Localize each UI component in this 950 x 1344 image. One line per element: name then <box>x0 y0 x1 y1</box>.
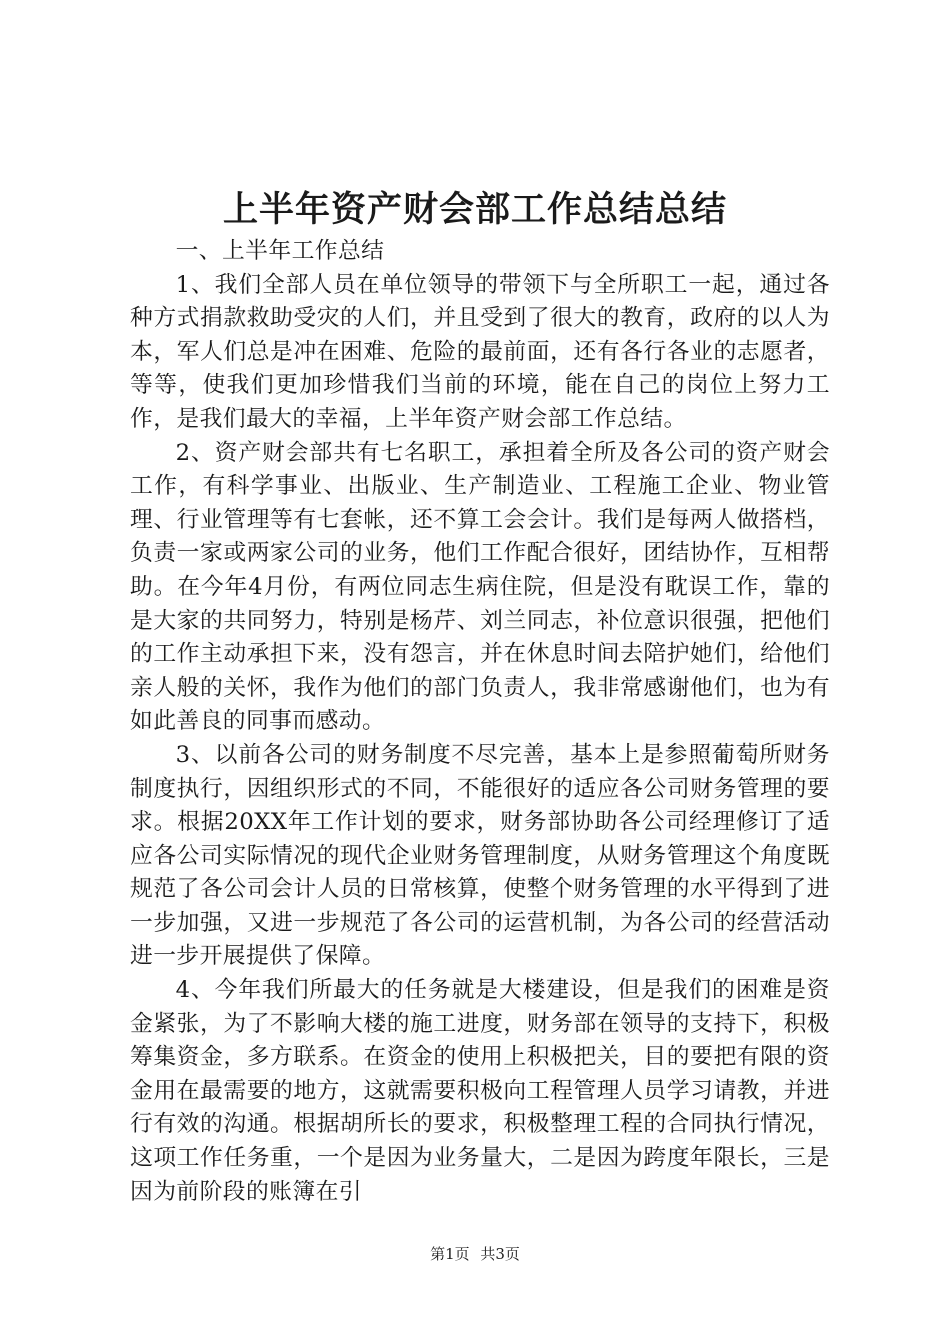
section-heading: 一、上半年工作总结 <box>175 238 385 264</box>
paragraph-3: 3、以前各公司的财务制度不尽完善，基本上是参照葡萄所财务制度执行，因组织形式的不同，不能很好的适应各公司财务管理的要求。根据20XX年工作计划的要求，财务部协助各公司经理修订了适应各公司实际情况的现代企业财务管理制度，从财务管理这个角度既规范了各公司会计人员的日常核算，使整个财务管理的水平得到了进一步加强，又进一步规范了各公司的运营机制，为各公司的经营活动进一步开展提供了保障。 <box>130 741 830 970</box>
paragraph-4: 4、今年我们所最大的任务就是大楼建设，但是我们的困难是资金紧张，为了不影响大楼的施工进度，财务部在领导的支持下，积极筹集资金，多方联系。在资金的使用上积极把关，目的要把有限的资金用在最需要的地方，这就需要积极向工程管理人员学习请教，并进行有效的沟通。根据胡所长的要求，积极整理工程的合同执行情况，这项工作任务重，一个是因为业务量大，二是因为跨度年限长，三是因为前阶段的账簿在引 <box>130 977 830 1205</box>
page-total: 共3页 <box>480 1245 520 1263</box>
paragraph-2: 2、资产财会部共有七名职工，承担着全所及各公司的资产财会工作，有科学事业、出版业、生产制造业、工程施工企业、物业管理、行业管理等有七套帐，还不算工会会计。我们是每两人做搭档，负责一家或两家公司的业务，他们工作配合很好，团结协作，互相帮助。在今年4月份，有两位同志生病住院，但是没有耽误工作，靠的是大家的共同努力，特别是杨芹、刘兰同志，补位意识很强，把他们的工作主动承担下来，没有怨言，并在休息时间去陪护她们，给他们亲人般的关怀，我作为他们的部门负责人，我非常感谢他们，也为有如此善良的同事而感动。 <box>130 439 830 735</box>
page-number: 第1页 <box>430 1245 470 1263</box>
page-footer <box>0 1243 950 1265</box>
paragraph-1: 1、我们全部人员在单位领导的带领下与全所职工一起，通过各种方式捐款救助受灾的人们，并且受到了很大的教育，政府的以人为本，军人们总是冲在困难、危险的最前面，还有各行各业的志愿者，等等，使我们更加珍惜我们当前的环境，能在自己的岗位上努力工作，是我们最大的幸福，上半年资产财会部工作总结。 <box>130 271 830 432</box>
document-body <box>130 235 830 1209</box>
document-title: 上半年资产财会部工作总结总结 <box>222 189 727 230</box>
